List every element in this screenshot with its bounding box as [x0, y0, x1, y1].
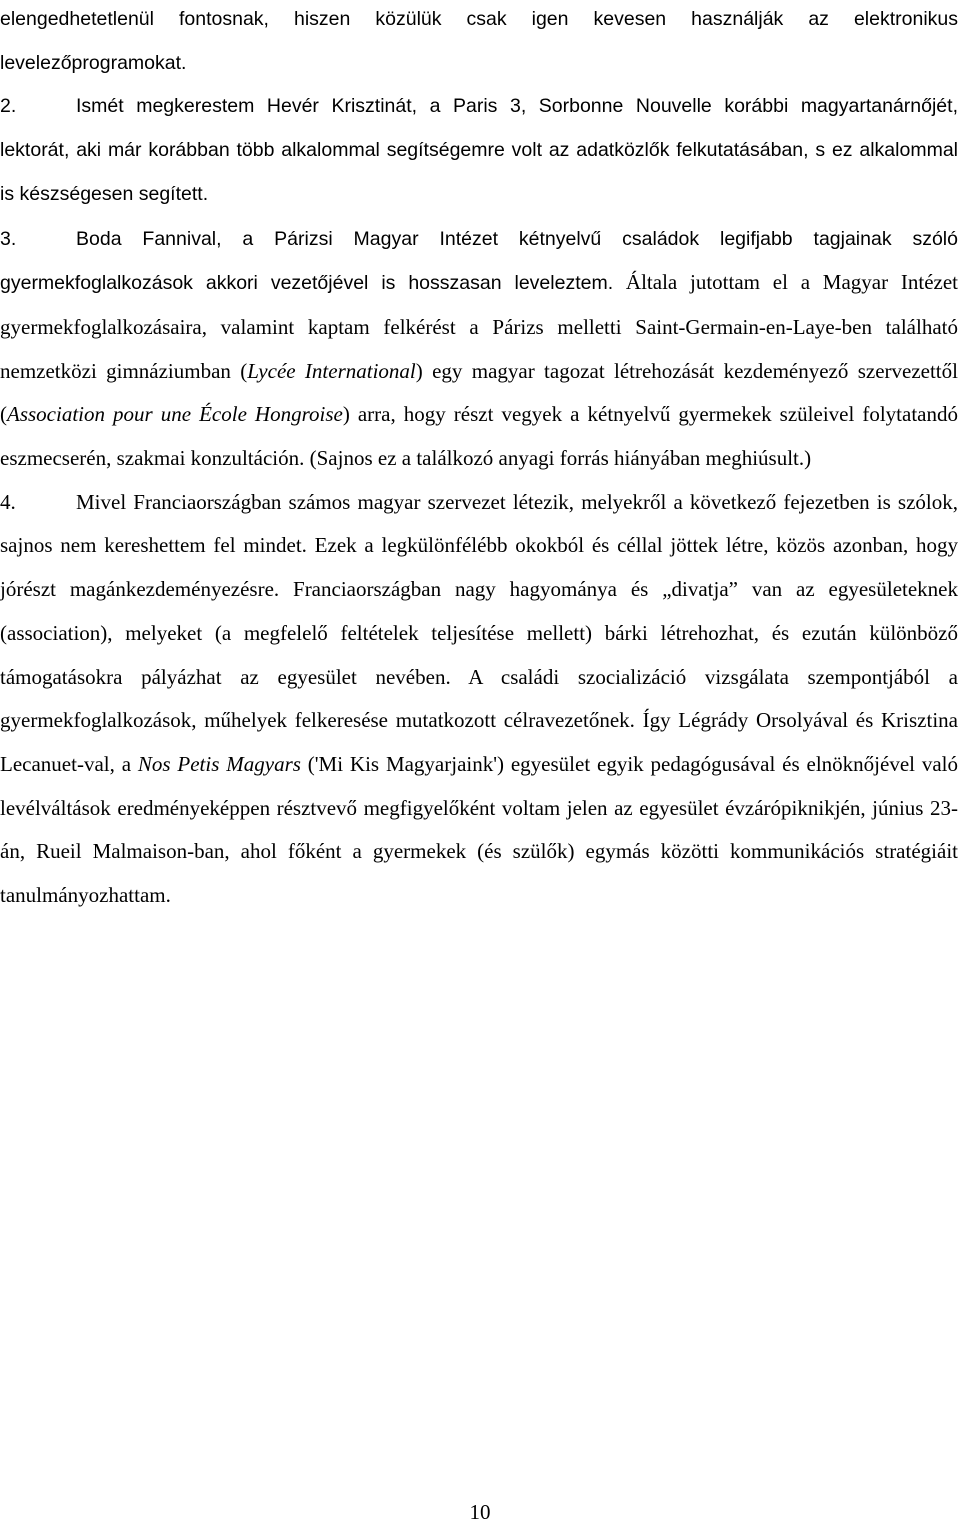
list-item-4	[0, 481, 958, 918]
list-item-2	[0, 85, 958, 216]
list-item-4-text-part1: Mivel Franciaországban számos magyar szervezet létezik, melyekről a következő fejezetben is szólok, sajnos nem kereshettem fel mindet.	[0, 489, 958, 558]
paragraph-intro	[0, 0, 958, 85]
list-item-3-text-part3: ) egy magyar tagozat létrehozását kezdeményező szervezettől (	[0, 358, 958, 427]
list-item-4-text-part2: Ezek a legkülönfélébb okokból és céllal jöttek létre, közös azonban, hogy jórészt magánkezdeményezésre.	[0, 533, 958, 602]
paragraph-intro-text: elengedhetetlenül fontosnak, hiszen közülük csak igen kevesen használják az elektronikus levelezőprogramokat.	[0, 8, 958, 74]
list-item-2-text: Ismét megkerestem Hevér Krisztinát, a Paris 3, Sorbonne Nouvelle korábbi magyartanárnőjét, lektorát, aki már korábban több alkalommal segítségemre volt az adatközlők felkutatásában, s ez alkalommal is készségesen segített.	[0, 95, 958, 205]
page-number: 10	[469, 1500, 491, 1524]
list-item-3-number: 3.	[0, 227, 17, 250]
list-item-3	[0, 217, 958, 481]
list-item-4-number: 4.	[0, 489, 16, 514]
list-item-4-text-part4: A családi szocializáció vizsgálata szempontjából a gyermekfoglalkozások, műhelyek felkeresése mutatkozott célravezetőnek.	[0, 664, 958, 733]
list-item-4-text-part6: ('Mi Kis Magyarjaink') egyesület egyik pedagógusával és elnöknőjével való levélváltások eredményeképpen résztvevő megfigyelőként voltam jelen az egyesület évzárópiknikjén, június 23-án, Rueil Malmaison-ban, ahol főként a gyermekek (és szülők) egymás közötti kommunikációs stratégiáit tanulmányozhattam.	[0, 751, 958, 908]
list-item-3-italic-2: Association pour une École Hongroise	[7, 402, 343, 427]
list-item-4-text-part5: Így Légrády Orsolyával és Krisztina Lecanuet-val, a	[0, 708, 958, 776]
list-item-2-number: 2.	[0, 95, 17, 118]
list-item-3-text-part2: Általa jutottam el a Magyar Intézet gyermekfoglalkozásaira, valamint kaptam felkérést a Párizs melletti Saint-Germain-en-Laye-ben található nemzetközi gimnáziumban (	[0, 270, 958, 383]
list-item-4-italic-1: Nos Petis Magyars	[137, 751, 301, 776]
list-item-3-text-part1: Boda Fannival, a Párizsi Magyar Intézet kétnyelvű családok legifjabb tagjainak szóló gyermekfoglalkozások akkori vezetőjével is hosszasan leveleztem.	[0, 227, 958, 295]
list-item-3-text-part4: ) arra, hogy részt vegyek a kétnyelvű gyermekek szüleivel folytatandó eszmecserén, szakmai konzultáción. (Sajnos ez a találkozó anyagi forrás hiányában meghiúsult.)	[0, 402, 958, 471]
list-item-4-text-part3: Franciaországban nagy hagyománya és „divatja” van az egyesületeknek (association), melyeket (a megfelelő feltételek teljesítése mellett) bárki létrehozhat, és ezután különböző támogatásokra pályázhat az egyesület nevében.	[0, 577, 958, 689]
list-item-3-italic-1: Lycée International	[247, 358, 416, 383]
